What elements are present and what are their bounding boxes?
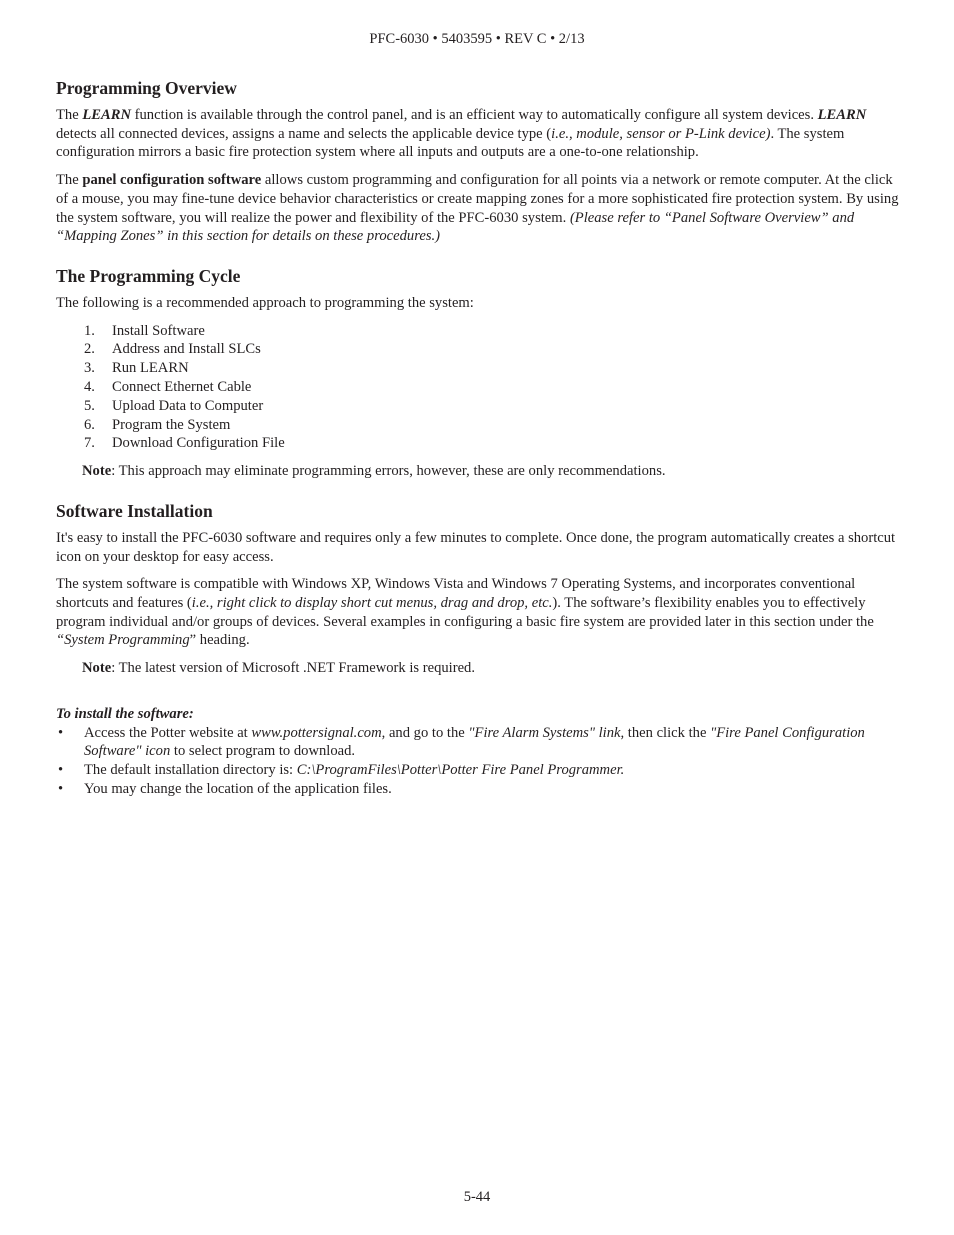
install-paragraph-1: It's easy to install the PFC-6030 software and requires only a few minutes to complete. Once done, the program automatically creates a shortcut icon on your desktop for easy access. [56, 529, 896, 565]
section-title-software-installation: Software Installation [56, 500, 213, 521]
section-title-programming-cycle: The Programming Cycle [56, 265, 241, 286]
cycle-note: Note: This approach may eliminate programming errors, however, these are only recommendations. [82, 463, 666, 480]
section-title-programming-overview: Programming Overview [56, 78, 237, 98]
list-item: 7. Download Configuration File [84, 435, 285, 452]
page-header: PFC-6030 • 5403595 • REV C • 2/13 [369, 31, 585, 47]
install-note: Note: The latest version of Microsoft .NET Framework is required. [82, 660, 476, 677]
bullet-icon: • [58, 780, 64, 797]
list-item: • Access the Potter website at www.pottersignal.com, and go to the "Fire Alarm Systems" link, then click the "Fire Panel Configuration Software" icon to select program to download. [58, 724, 865, 760]
website-link: www.pottersignal.com [251, 724, 382, 741]
cycle-intro: The following is a recommended approach to programming the system: [56, 294, 474, 311]
overview-paragraph-2: The panel configuration software allows custom programming and configuration for all points via a network or remote computer. At the click of a mouse, you may fine-tune device behavior characteristics or create mapping zones for a more sophisticated fire protection system. By using the system software, you will realize the power and flexibility of the PFC-6030 system. (Please refer to “Panel Software Overview” and “Mapping Zones” in this section for details on these procedures.) [56, 172, 899, 245]
list-item: • You may change the location of the application files. [58, 780, 392, 797]
programming-steps-list [56, 322, 906, 454]
overview-paragraph-1: The LEARN function is available through the control panel, and is an efficient way to automatically configure all system devices. LEARN detects all connected devices, assigns a name and selects the applicable device type (i.e., module, sensor or P-Link device). The system configuration mirrors a basic fire protection system where all inputs and outputs are a one-to-one relationship. [56, 107, 867, 161]
list-item: 5. Upload Data to Computer [84, 397, 264, 414]
install-paragraph-2: The system software is compatible with Windows XP, Windows Vista and Windows 7 Operating Systems, and incorporates conventional shortcuts and features (i.e., right click to display short cut menus, drag and drop, etc.). The software’s flexibility enables you to effectively program individual and/or groups of devices. Several examples in configuring a basic fire system are provided later in this section under the “System Programming” heading. [56, 576, 874, 649]
install-bullet-list [56, 724, 906, 799]
list-item: 6. Program the System [84, 416, 231, 433]
document-body [56, 77, 906, 798]
list-item: 3. Run LEARN [84, 360, 189, 377]
bullet-icon: • [58, 761, 64, 778]
install-instructions-heading: To install the software: [56, 705, 194, 722]
list-item: 2. Address and Install SLCs [84, 341, 261, 358]
bullet-icon: • [58, 724, 64, 741]
list-item: • The default installation directory is: C:\ProgramFiles\Potter\Potter Fire Panel Programmer. [58, 761, 625, 778]
list-item: 1. Install Software [84, 322, 205, 339]
page-number: 5-44 [463, 1189, 491, 1205]
list-item: 4. Connect Ethernet Cable [84, 379, 252, 396]
